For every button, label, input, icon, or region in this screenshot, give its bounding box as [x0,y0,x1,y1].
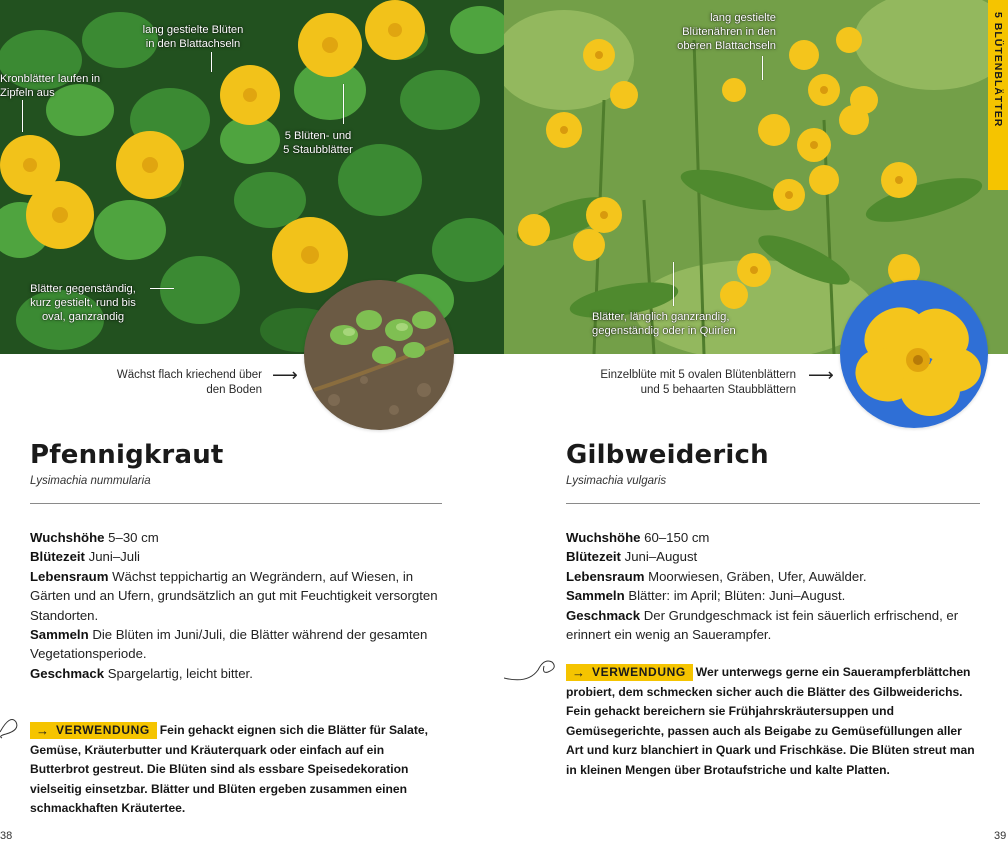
annotation-line [343,84,344,124]
fact-row: Sammeln Blätter: im April; Blüten: Juni–August. [566,588,846,604]
page-number: 38 [0,830,13,842]
fact-row: Lebensraum Moorwiesen, Gräben, Ufer, Auwälder. [566,568,867,584]
annotation-line [211,52,212,72]
arrow-right-icon: ⟶ [272,365,298,385]
usage-block: → VERWENDUNG Wer unterwegs gerne ein Sauerampferblättchen probiert, dem schmecken sicher auch die Blätter des Gilbweiderichs. Fein gehackt bereichern sie Frühjahrskräutersuppen und Gemüsegerichte, passen auch als Beigabe zu Gemüsefüllungen aller Art und kurz blanchiert in Quark und Frischkäse. Die Blüten streut man in kleinen Mengen über Brotaufstriche und kalte Platten. [566,665,975,777]
annotation-line [150,288,174,289]
ground-detail-photo [304,280,454,430]
facts-block [30,528,442,683]
fact-row: Lebensraum Wächst teppichartig an Wegrändern, auf Wiesen, in Gärten und an Ufern, grundsätzlich an gut mit Feuchtigkeit versorgten Standorten. [30,568,438,623]
annotation-leaves: Blätter, länglich ganzrandig, gegenständig oder in Quirlen [592,311,736,337]
divider [566,503,980,504]
arrow-right-icon: ⟶ [808,365,834,385]
arrow-right-icon: → [36,723,50,738]
section-tab[interactable]: 5 BLÜTENBLÄTTER [988,0,1008,190]
page-number: 39 [994,830,1007,842]
annotation-leaves: Blätter gegenständig, kurz gestielt, rund bis oval, ganzrandig [30,283,136,323]
annotation-line [673,262,674,306]
divider [30,503,442,504]
fact-row: Geschmack Spargelartig, leicht bitter. [30,665,253,681]
fact-row: Wuchshöhe 5–30 cm [30,530,159,545]
right-page [504,0,1008,849]
photo-caption: Einzelblüte mit 5 ovalen Blütenblättern und 5 behaarten Staubblättern [600,369,796,396]
usage-tag: → VERWENDUNG [30,722,157,739]
fact-row: Wuchshöhe 60–150 cm [566,530,710,545]
fact-row: Blütezeit Juni–Juli [30,549,140,565]
flower-detail-photo [840,280,988,428]
annotation-stalked-flowers: lang gestielte Blüten in den Blattachseln [142,24,244,50]
annotation-flower-spikes: lang gestielte Blütenähren in den oberen Blattachseln [677,12,776,52]
usage-block: → VERWENDUNG Fein gehackt eignen sich die Blätter für Salate, Gemüse, Kräuterbutter und Kräuterquark oder einfach auf ein Butterbrot gestreut. Die Blüten sind als essbare Speisedekoration vielseitig einsetzbar. Blätter und Blüten ergeben zusammen einen schmackhaften Kräutertee. [30,723,428,816]
annotation-petal-tips: Kronblätter laufen in Zipfeln aus [0,73,101,99]
plant-title: Pfennigkraut [30,440,224,470]
plant-title: Gilbweiderich [566,440,769,470]
fact-row: Sammeln Die Blüten im Juni/Juli, die Blätter während der gesamten Vegetationsperiode. [30,627,428,662]
latin-name: Lysimachia nummularia [30,475,151,487]
fact-row: Blütezeit Juni–August [566,549,698,565]
photo-caption: Wächst flach kriechend über den Boden [116,369,262,396]
facts-block [566,528,978,644]
fact-row: Geschmack Der Grundgeschmack ist fein säuerlich erfrischend, er erinnert ein wenig an Sauerampfer. [566,607,959,643]
latin-name: Lysimachia vulgaris [566,475,667,487]
annotation-line [762,56,763,80]
arrow-right-icon: → [572,665,586,680]
usage-tag: → VERWENDUNG [566,664,693,681]
annotation-line [22,100,23,132]
annotation-stamens: 5 Blüten- und 5 Staubblätter [283,130,353,156]
swirl-arrow-icon [504,652,566,688]
